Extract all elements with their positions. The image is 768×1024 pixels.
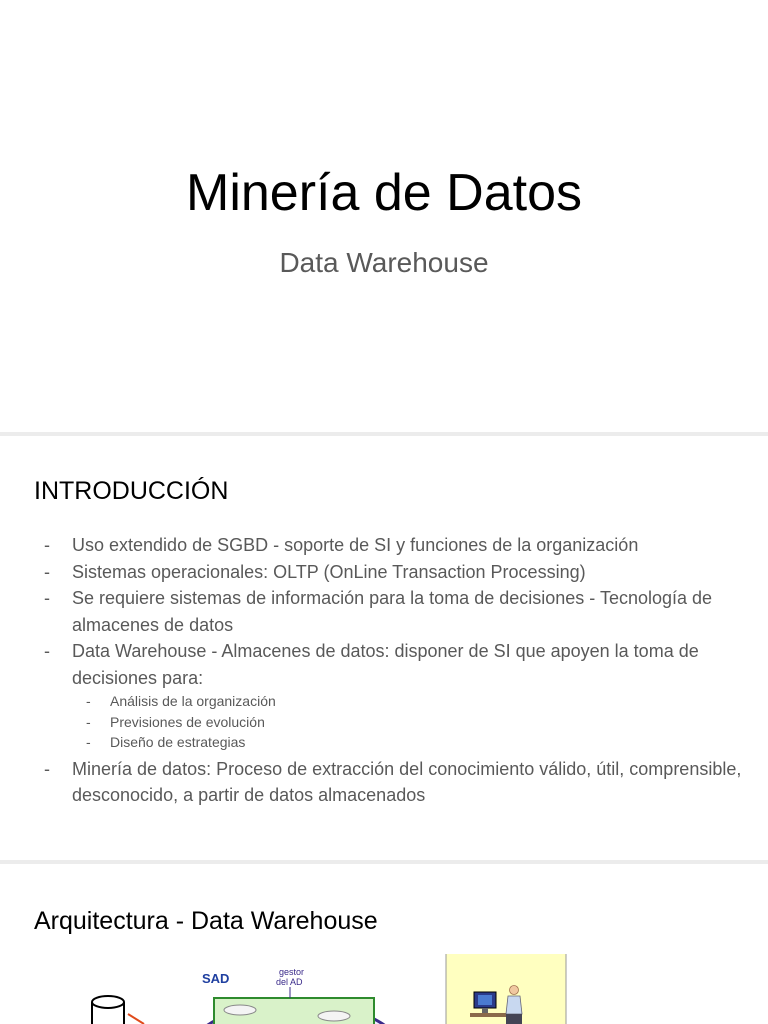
gestor-label-line1: gestor <box>279 967 305 977</box>
computer-user-icon <box>446 954 566 1024</box>
bullet-item <box>44 532 744 559</box>
bullet-item <box>44 756 744 809</box>
bullet-text: Se requiere sistemas de información para la toma de decisiones - Tecnología de almacenes de datos <box>72 588 713 635</box>
bullet-item <box>44 638 744 756</box>
bullet-text: Uso extendido de SGBD - soporte de SI y funciones de la organización <box>72 535 639 555</box>
bullet-text: Sistemas operacionales: OLTP (OnLine Transaction Processing) <box>72 561 586 582</box>
sub-bullet-list <box>72 691 744 756</box>
sad-label: SAD <box>202 971 230 986</box>
presentation-subtitle: Data Warehouse <box>279 247 489 278</box>
introduction-bullet-list <box>44 532 744 809</box>
architecture-diagram <box>0 954 768 1024</box>
sub-bullet-item: - Análisis de la organización <box>86 691 744 712</box>
warehouse-storage-icon <box>318 1011 350 1021</box>
gestor-label-line2: del AD <box>276 977 303 987</box>
bullet-text: Data Warehouse - Almacenes de datos: disponer de SI que apoyen la toma de decisiones para: <box>72 641 699 688</box>
bullet-item <box>44 585 744 638</box>
sub-bullet-item: - Diseño de estrategias <box>86 732 744 753</box>
data-flow-arrow <box>128 1014 144 1024</box>
warehouse-storage-icon <box>224 1005 256 1015</box>
sub-bullet-item: - Previsiones de evolución <box>86 712 744 733</box>
title-slide <box>0 0 768 432</box>
database-cylinder-icon <box>92 996 124 1024</box>
bullet-item <box>44 559 744 586</box>
introduction-heading: INTRODUCCIÓN <box>34 477 229 505</box>
architecture-heading: Arquitectura - Data Warehouse <box>34 907 378 935</box>
architecture-slide <box>0 864 768 1024</box>
bullet-text: Minería de datos: Proceso de extracción del conocimiento válido, útil, comprensible, desconocido, a partir de datos almacenados <box>72 758 742 805</box>
presentation-title: Minería de Datos <box>186 164 582 222</box>
introduction-slide <box>0 436 768 860</box>
